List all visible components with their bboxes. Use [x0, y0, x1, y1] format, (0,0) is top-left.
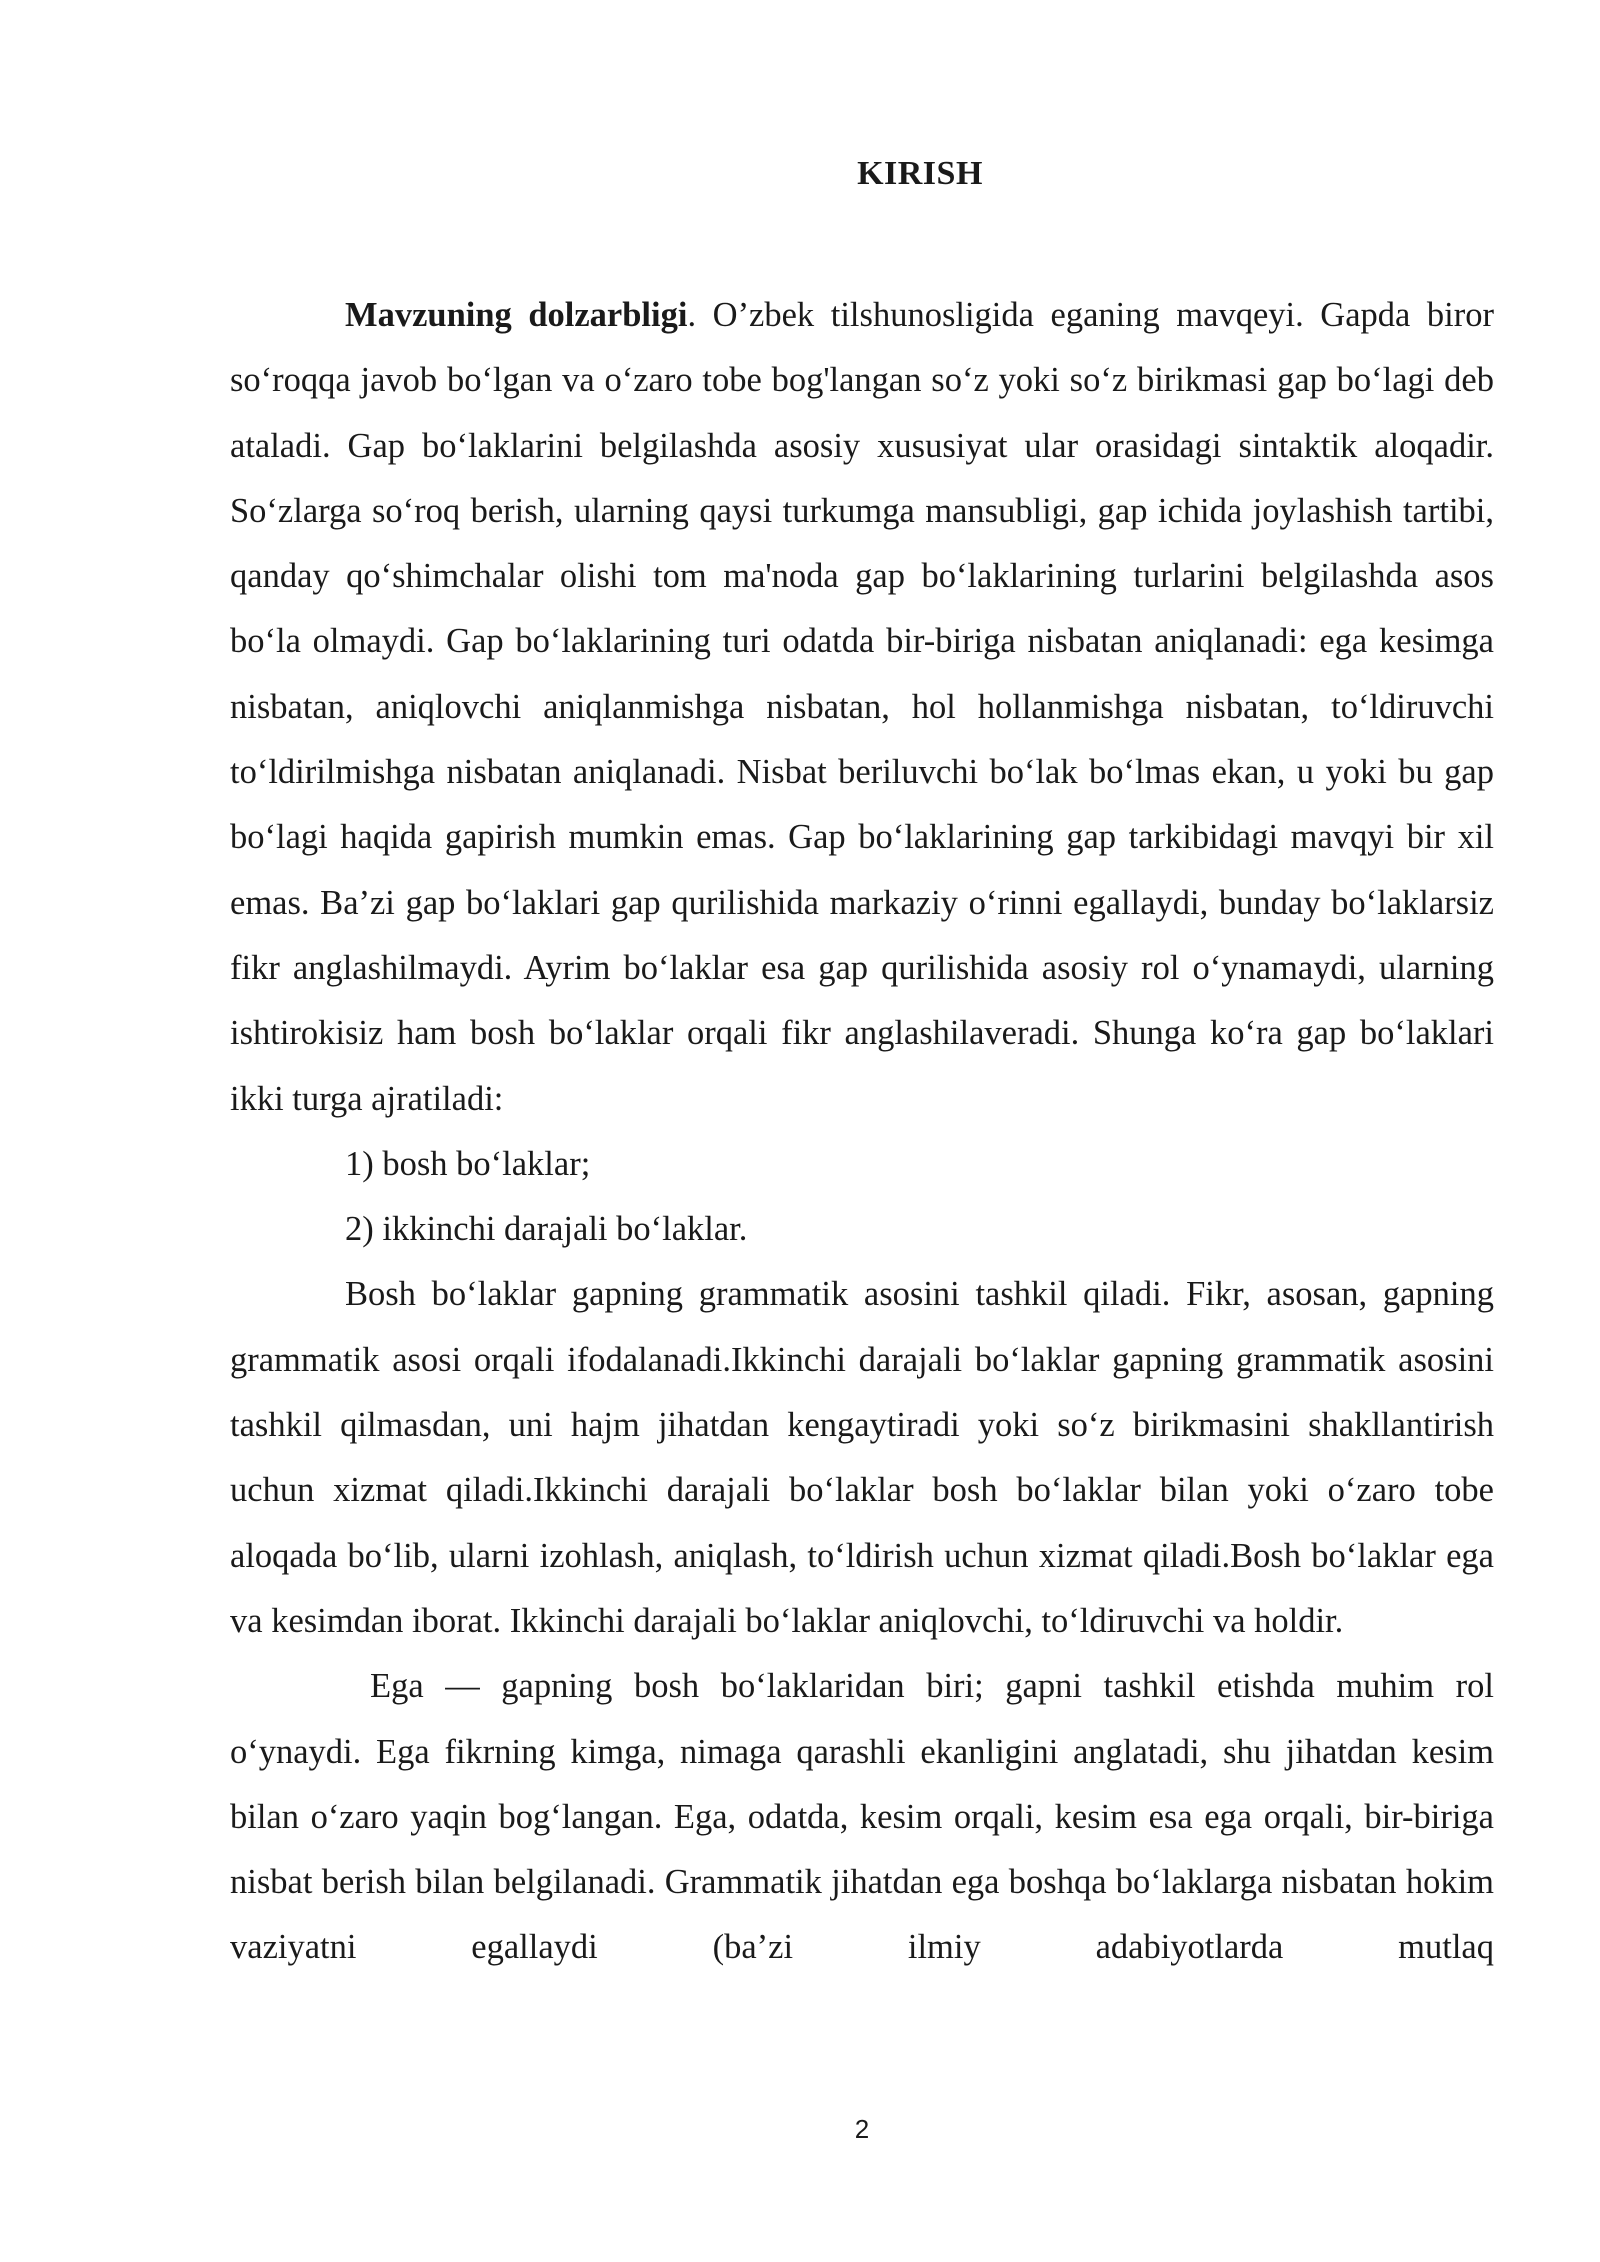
intro-lead: Mavzuning dolzarbligi — [345, 296, 688, 334]
body-text — [230, 283, 1494, 1981]
page-number: 2 — [854, 2114, 870, 2144]
intro-paragraph — [230, 283, 1494, 1132]
list-item-ikkinchi: 2) ikkinchi darajali bo‘laklar. — [345, 1210, 748, 1249]
paragraph-ega: Ega — gapning bosh bo‘laklaridan biri; gapni tashkil etishda muhim rol o‘ynaydi. Ega fikrning kimga, nimaga qarashli ekanligini anglatadi, shu jihatdan kesim bilan o‘zaro yaqin bog‘langan. Ega, odatda, kesim orqali, kesim esa ega orqali, bir-biriga nisbat berish bilan belgilanadi. Grammatik jihatdan ega boshqa bo‘laklarga nisbatan hokim vaziyatni egallaydi (ba’zi ilmiy adabiyotlarda mutlaq — [230, 1667, 1494, 1967]
intro-text: . O’zbek tilshunosligida eganing mavqeyi. Gapda biror so‘roqqa javob bo‘lgan va o‘zaro tobe bog'langan so‘z yoki so‘z birikmasi gap bo‘lagi deb ataladi. Gap bo‘laklarini belgilashda asosiy xususiyat ular orasidagi sintaktik aloqadir. So‘zlarga so‘roq berish, ularning qaysi turkumga mansubligi, gap ichida joylashish tartibi, qanday qo‘shimchalar olishi tom ma'noda gap bo‘laklarining turlarini belgilashda asos bo‘la olmaydi. Gap bo‘laklarining turi odatda bir-biriga nisbatan aniqlanadi: ega kesimga nisbatan, aniqlovchi aniqlanmishga nisbatan, hol hollanmishga nisbatan, to‘ldiruvchi to‘ldirilmishga nisbatan aniqlanadi. Nisbat beriluvchi bo‘lak bo‘lmas ekan, u yoki bu gap bo‘lagi haqida gapirish mumkin emas. Gap bo‘laklarining gap tarkibidagi mavqyi bir xil emas. Ba’zi gap bo‘laklari gap qurilishida markaziy o‘rinni egallaydi, bunday bo‘laklarsiz fikr anglashilmaydi. Ayrim bo‘laklar esa gap qurilishida asosiy rol o‘ynamaydi, ularning ishtirokisiz ham bosh bo‘laklar orqali fikr anglashilaveradi. Shunga ko‘ra gap bo‘laklari ikki turga ajratiladi: — [230, 296, 1494, 1118]
paragraph-bosh-boklar: Bosh bo‘laklar gapning grammatik asosini tashkil qiladi. Fikr, asosan, gapning grammatik asosi orqali ifodalanadi.Ikkinchi darajali bo‘laklar gapning grammatik asosini tashkil qilmasdan, uni hajm jihatdan kengaytiradi yoki so‘z birikmasini shakllantirish uchun xizmat qiladi.Ikkinchi darajali bo‘laklar bosh bo‘laklar bilan yoki o‘zaro tobe aloqada bo‘lib, ularni izohlash, aniqlash, to‘ldirish uchun xizmat qiladi.Bosh bo‘laklar ega va kesimdan iborat. Ikkinchi darajali bo‘laklar aniqlovchi, to‘ldiruvchi va holdir. — [230, 1275, 1494, 1640]
page-title: KIRISH — [857, 155, 983, 192]
list-item-bosh: 1) bosh bo‘laklar; — [345, 1144, 591, 1183]
